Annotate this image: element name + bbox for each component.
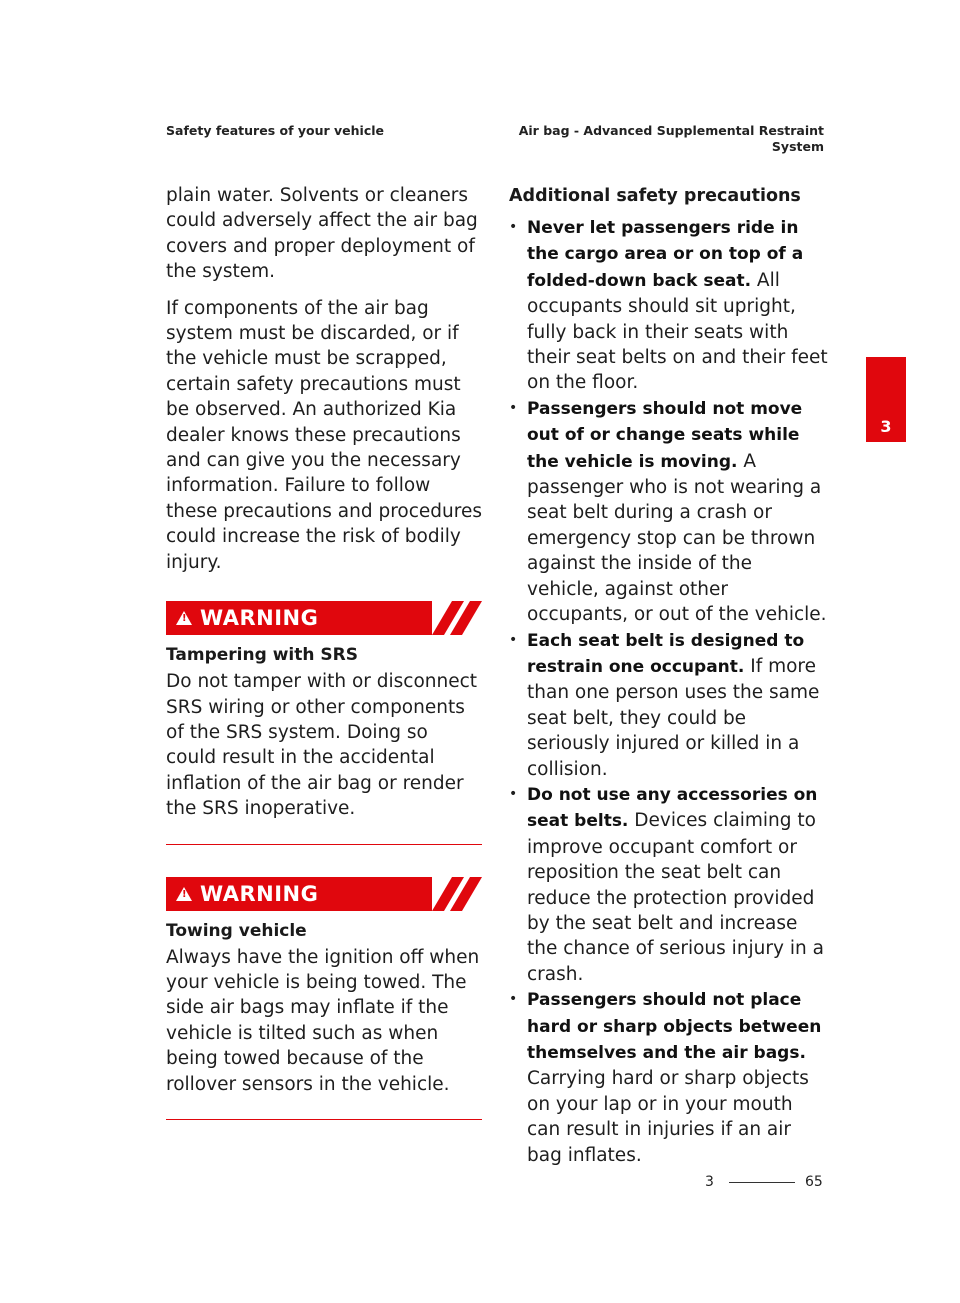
warning-triangle-icon: ! [176,611,192,625]
running-header-right [494,123,824,155]
list-item-text: Devices claiming to improve occupant comfort or reposition the seat belt can reduce the protection provided by the seat belt and increase the chance of serious injury in a crash. [527,810,824,985]
footer-page-number: 65 [805,1174,823,1190]
warning-stripes-icon [432,877,482,911]
warning-title: Tampering with SRS [166,645,358,666]
warning-triangle-icon: ! [176,887,192,901]
list-item-lead: Each seat belt is designed to restrain one occupant. [527,630,805,677]
running-header-right-line2: System [771,139,824,154]
warning-banner-1 [166,601,482,635]
warning-text: Always have the ignition off when your vehicle is being towed. The side air bags may inflate if the vehicle is tilted such as when being towed because of the rollover sensors in the vehicle. [166,946,480,1095]
running-header-right-line1: Air bag - Advanced Supplemental Restraint [518,123,824,138]
paragraph-continued: plain water. Solvents or cleaners could adversely affect the air bag covers and proper deployment of the system. [166,185,478,283]
list-item [509,215,829,396]
list-item-lead: Passengers should not place hard or sharp objects between themselves and the air bags. [527,990,822,1063]
list-item-text: A passenger who is not wearing a seat belt during a crash or emergency stop can be thrown against the inside of the vehicle, against other occupants, or out of the vehicle. [527,450,827,626]
footer-divider [729,1182,795,1183]
running-header-left: Safety features of your vehicle [166,123,384,138]
warning-stripes-icon [432,601,482,635]
list-item-lead: Passengers should not move out of or change seats while the vehicle is moving. [527,398,803,472]
left-column [166,183,482,1120]
paragraph-disposal: If components of the air bag system must be discarded, or if the vehicle must be scrapped, certain safety precautions must be observed. An authorized Kia dealer knows these precautions and can give you the necessary information. Failure to follow these precautions and procedures could increase the risk of bodily injury. [166,297,482,573]
list-item-lead: Never let passengers ride in the cargo area or on top of a folded-down back seat. [527,218,804,291]
list-item-text: Carrying hard or sharp objects on your lap or in your mouth can result in injuries if an air bag inflates. [527,1068,809,1166]
warning-title: Towing vehicle [166,920,307,941]
list-item-text: If more than one person uses the same seat belt, they could be seriously injured or killed in a collision. [527,655,820,780]
list-item-text: All occupants should sit upright, fully back in their seats with their seat belts on and their feet on the floor. [527,269,828,394]
warning-label: WARNING [200,606,319,631]
list-item [509,628,829,782]
list-item [509,987,829,1168]
precautions-list [509,215,829,1168]
list-item [509,396,829,628]
list-item-lead: Do not use any accessories on seat belts. [527,784,818,832]
footer-chapter-number: 3 [705,1174,714,1190]
list-item [509,782,829,987]
warning-end-rule [166,844,482,845]
chapter-tab: 3 [866,357,906,442]
section-title: Additional safety precautions [509,186,801,206]
warning-end-rule [166,1119,482,1120]
warning-text: Do not tamper with or disconnect SRS wiring or other components of the SRS system. Doing so could result in the accidental inflation of the air bag or render the SRS inoperative. [166,671,478,820]
warning-label: WARNING [200,881,319,906]
warning-banner-2 [166,877,482,911]
right-column [509,183,829,1168]
